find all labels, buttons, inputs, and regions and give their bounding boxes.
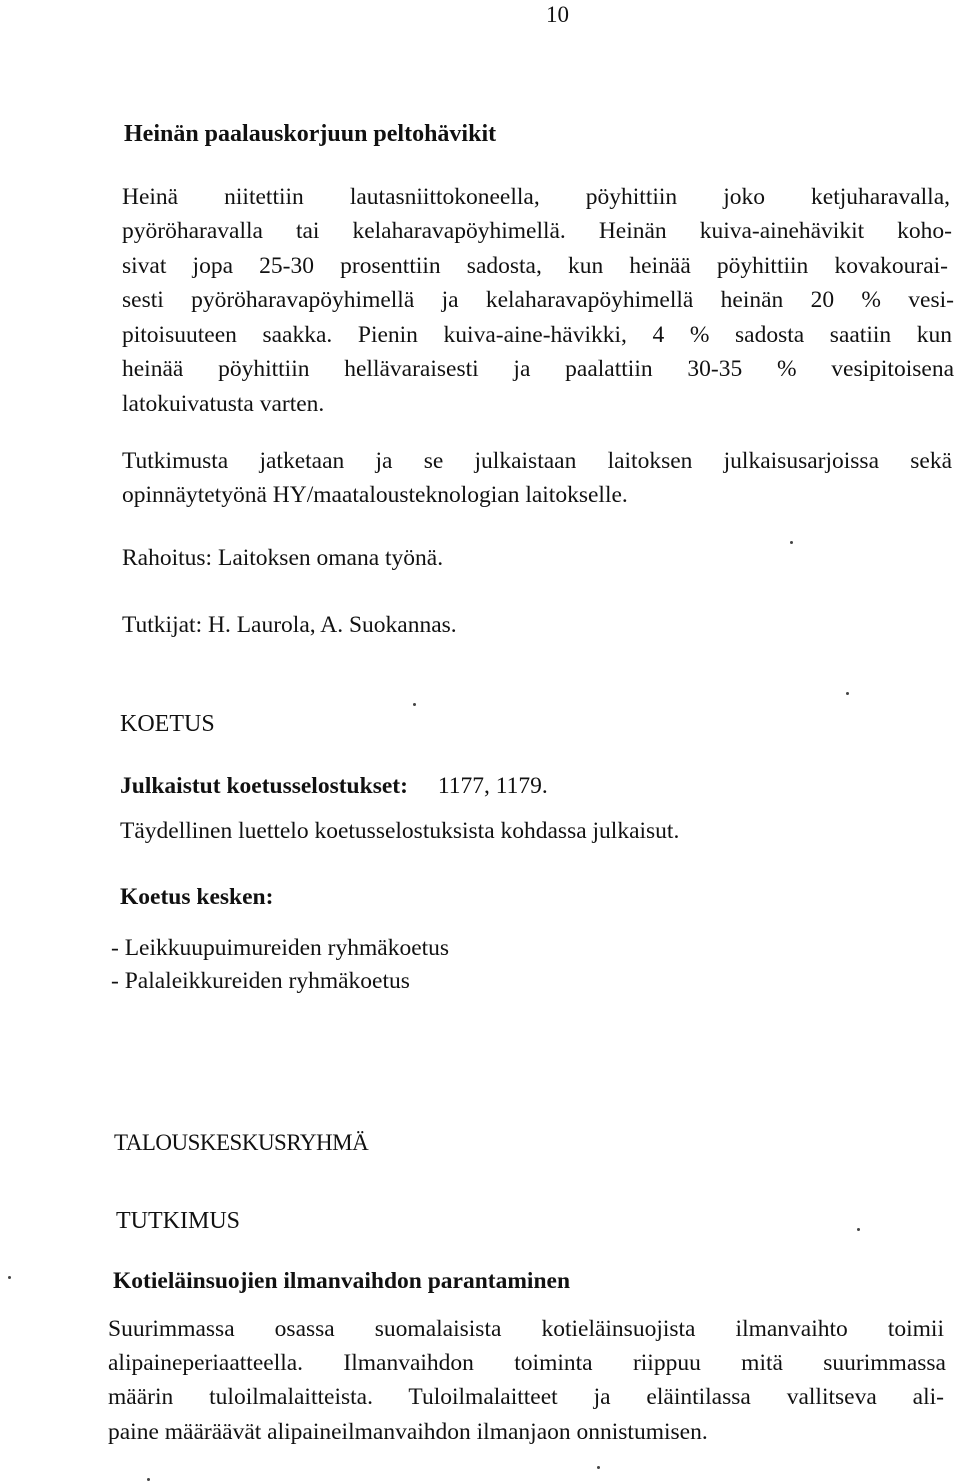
scan-speck: [857, 1228, 860, 1231]
group-heading: TALOUSKESKUSRYHMÄ: [114, 1130, 369, 1155]
paragraph-line: latokuivatusta varten.: [122, 391, 325, 417]
paragraph-line: Tutkimusta jatketaan ja se julkaistaan laitoksen julkaisusarjoissa sekä: [122, 448, 952, 474]
scan-speck: [147, 1478, 150, 1481]
in-progress-item: - Palaleikkureiden ryhmäkoetus: [111, 968, 410, 994]
scan-speck: [413, 703, 416, 706]
section-heading-hay-baling: Heinän paalauskorjuun peltohävikit: [124, 121, 497, 147]
scan-speck: [790, 541, 793, 544]
published-reports-line: [120, 775, 548, 799]
paragraph-line: paine määräävät alipaineilmanvaihdon ilmanjaon onnistumisen.: [108, 1419, 708, 1445]
paragraph-line: opinnäytetyönä HY/maatalousteknologian laitokselle.: [122, 482, 628, 508]
in-progress-label: Koetus kesken:: [120, 884, 274, 910]
paragraph-line: sesti pyöröharavapöyhimellä ja kelaharavapöyhimellä heinän 20 % vesi-: [122, 287, 954, 313]
paragraph-line: Heinä niitettiin lautasniittokoneella, pöyhittiin joko ketjuharavalla,: [122, 184, 950, 210]
full-list-line: Täydellinen luettelo koetusselostuksista kohdassa julkaisut.: [120, 818, 680, 844]
in-progress-item: - Leikkuupuimureiden ryhmäkoetus: [111, 935, 450, 961]
published-reports-label: Julkaistut koetusselostukset:: [120, 773, 408, 799]
researchers-line: Tutkijat: H. Laurola, A. Suokannas.: [122, 612, 457, 638]
paragraph-line: pitoisuuteen saakka. Pienin kuiva-aine-hävikki, 4 % sadosta saatiin kun: [122, 322, 952, 348]
paragraph-line: sivat jopa 25-30 prosenttiin sadosta, kun heinää pöyhittiin kovakourai-: [122, 253, 948, 279]
topic-heading: Kotieläinsuojien ilmanvaihdon parantaminen: [113, 1268, 571, 1294]
research-subheading: TUTKIMUS: [116, 1208, 240, 1234]
paragraph-line: Suurimmassa osassa suomalaisista kotieläinsuojista ilmanvaihto toimii: [108, 1316, 944, 1342]
paragraph-line: määrin tuloilmalaitteista. Tuloilmalaitteet ja eläintilassa vallitseva ali-: [108, 1384, 944, 1410]
paragraph-line: alipaineperiaatteella. Ilmanvaihdon toiminta riippuu mitä suurimmassa: [108, 1350, 946, 1376]
scan-speck: [846, 692, 849, 695]
published-reports-value: 1177, 1179.: [437, 773, 548, 799]
scan-speck: [8, 1276, 11, 1279]
scan-speck: [597, 1466, 600, 1469]
page-number: 10: [546, 2, 569, 27]
paragraph-line: heinää pöyhittiin hellävaraisesti ja paalattiin 30-35 % vesipitoisena: [122, 356, 954, 382]
paragraph-line: pyöröharavalla tai kelaharavapöyhimellä. Heinän kuiva-ainehävikit koho-: [122, 218, 952, 244]
funding-line: Rahoitus: Laitoksen omana työnä.: [122, 545, 444, 571]
koetus-heading: KOETUS: [120, 711, 215, 737]
